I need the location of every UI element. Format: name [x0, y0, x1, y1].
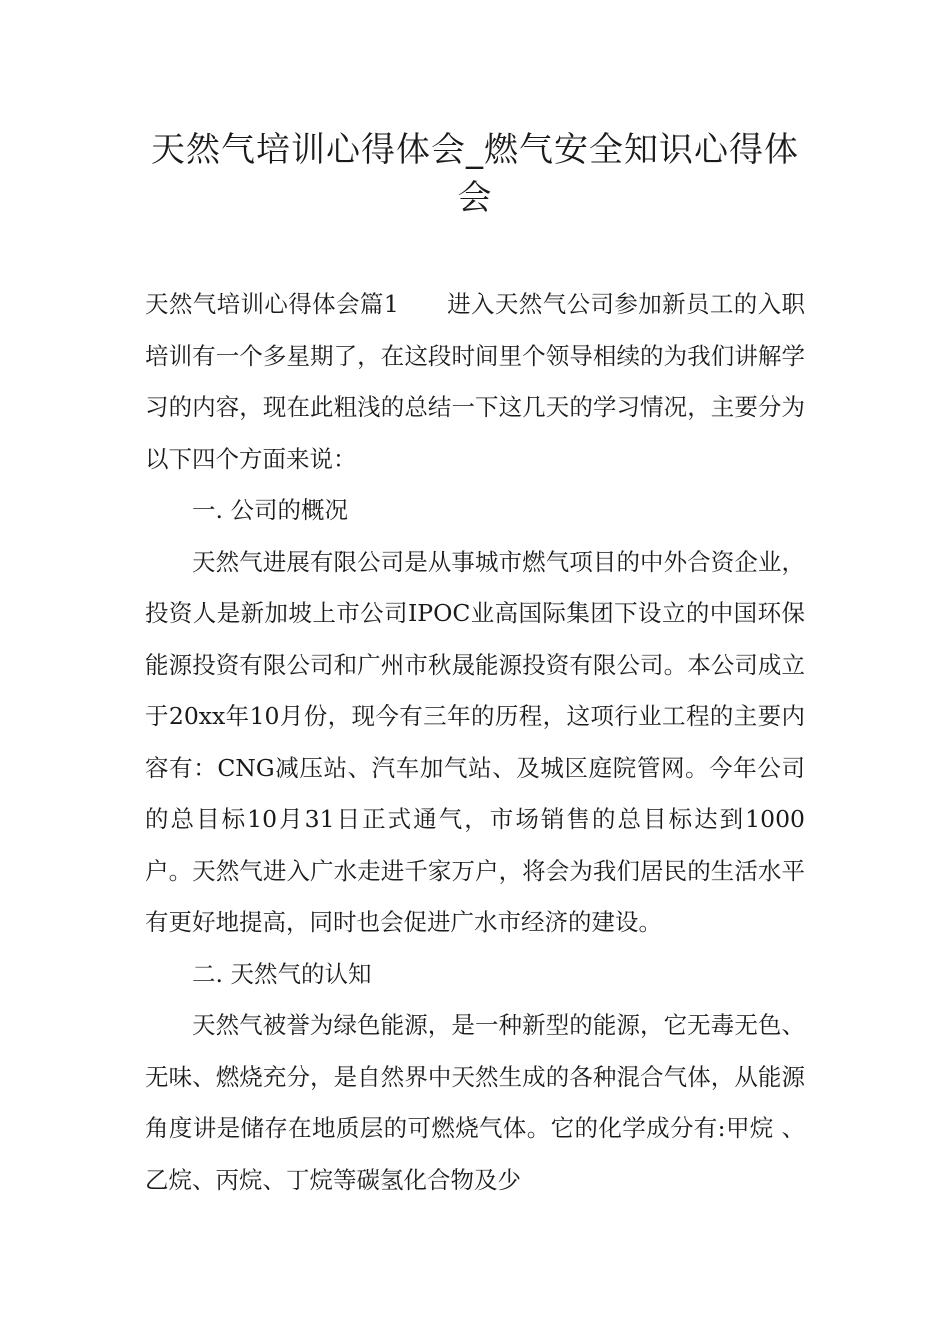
paragraph-company-overview: 天然气进展有限公司是从事城市燃气项目的中外合资企业，投资人是新加坡上市公司IPOC业高国际集团下设立的中国环保能源投资有限公司和广州市秋晟能源投资有限公司。本公司成立于20xx年10月份，现今有三年的历程，这项行业工程的主要内容有：CNG减压站、汽车加气站、及城区庭院管网。今年公司的总目标10月31日正式通气，市场销售的总目标达到1000户。天然气进入广水走进千家万户，将会为我们居民的生活水平有更好地提高，同时也会促进广水市经济的建设。: [145, 547, 805, 936]
document-body: [145, 279, 805, 1206]
section-heading-natural-gas: 二. 天然气的认知: [192, 959, 372, 988]
paragraph-natural-gas: 天然气被誉为绿色能源，是一种新型的能源，它无毒无色、无味、燃烧充分，是自然界中天然生成的各种混合气体，从能源角度讲是储存在地质层的可燃烧气体。它的化学成分有:甲烷 、乙烷、丙烷、丁烷等碳氢化合物及少: [145, 1011, 805, 1194]
document-title: 天然气培训心得体会_燃气安全知识心得体会: [151, 130, 799, 218]
intro-text: 进入天然气公司参加新员工的入职培训有一个多星期了，在这段时间里个领导相续的为我们讲解学习的内容，现在此粗浅的总结一下这几天的学习情况，主要分为以下四个方面来说：: [145, 290, 806, 473]
intro-paragraph: [145, 279, 805, 485]
intro-heading: 天然气培训心得体会篇1: [145, 290, 399, 318]
section-heading-company-overview: 一. 公司的概况: [192, 496, 348, 524]
